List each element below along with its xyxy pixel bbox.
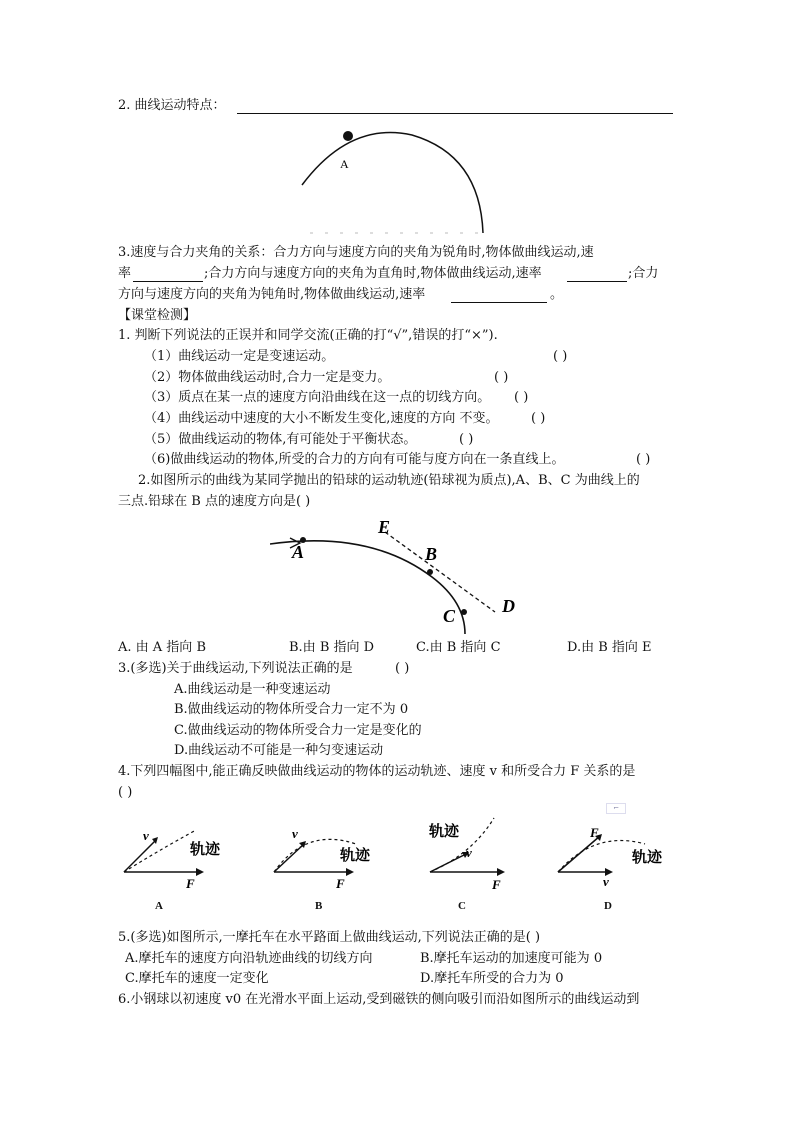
q5-option-d: D.摩托车所受的合力为 0 [420, 971, 564, 986]
q4c-f-label: F [492, 877, 501, 892]
q4-paren: ( ) [118, 785, 133, 800]
q2-label-b: B [425, 544, 438, 564]
q4-stem: 4.下列四幅图中,能正确反映做曲线运动的物体的运动轨迹、速度 v 和所受合力 F 关系的是 [118, 764, 636, 779]
q2-option-a: A. 由 A 指向 B [118, 640, 206, 655]
section3-line2b: ;合力方向与速度方向的夹角为直角时,物体做曲线运动,速率 [204, 266, 542, 281]
q4d-v-label: v [603, 874, 609, 889]
q4d-trajectory-label: 轨迹 [632, 848, 663, 866]
q1-paren-3: ( ) [514, 390, 529, 405]
q4b-trajectory-label: 轨迹 [340, 846, 371, 864]
q2-stem-line1: 2.如图所示的曲线为某同学抛出的铅球的运动轨迹(铅球视为质点),A、B、C 为曲线上的 [138, 473, 640, 488]
q1-item-2: （2）物体做曲线运动时,合力一定是变力。 [144, 370, 391, 385]
q4c-v-label: v [466, 845, 472, 860]
q2-point-c [461, 609, 467, 615]
section2-label: 2. 曲线运动特点： [118, 98, 226, 113]
q4c-force-arrowhead [497, 868, 505, 876]
q1-stem: 1. 判断下列说法的正误并和同学交流(正确的打“√”,错误的打“×”). [118, 328, 498, 343]
q4a-v-label: v [143, 828, 149, 843]
q1-paren-2: ( ) [494, 370, 509, 385]
q1-paren-5: ( ) [459, 432, 474, 447]
q3-paren: ( ) [395, 661, 410, 676]
point-a-label: A [340, 157, 349, 171]
q4-figure-a [116, 822, 236, 892]
ketang-heading: 【课堂检测】 [118, 308, 197, 323]
q4c-trajectory-label: 轨迹 [429, 822, 460, 840]
section3-line2c: ;合力 [628, 266, 659, 281]
curve-figure-a [290, 125, 500, 237]
section3-line2a: 率 [118, 266, 132, 281]
q2-label-c: C [443, 606, 456, 626]
q2-stem-line2: 三点.铅球在 B 点的速度方向是( ) [118, 494, 311, 509]
q1-paren-6: ( ) [636, 452, 651, 467]
q4-caption-d: D [604, 900, 612, 912]
q4a-trajectory-label: 轨迹 [190, 840, 221, 858]
q5-stem: 5.(多选)如图所示,一摩托车在水平路面上做曲线运动,下列说法正确的是( ) [118, 930, 541, 945]
trajectory-arc [302, 132, 483, 233]
q4-caption-b: B [315, 900, 323, 912]
q4d-f-label: F [590, 825, 599, 840]
answer-blank-3b [567, 281, 627, 282]
answer-blank-3c [451, 302, 547, 303]
small-marker-icon: ⌐ [606, 803, 626, 814]
q4-caption-a: A [155, 900, 163, 912]
section3-line3a: 方向与速度方向的夹角为钝角时,物体做曲线运动,速率 [118, 287, 426, 302]
q5-option-b: B.摩托车运动的加速度可能为 0 [420, 951, 603, 966]
q1-paren-4: ( ) [531, 411, 546, 426]
q2-point-b [427, 569, 433, 575]
q2-option-d: D.由 B 指向 E [567, 640, 652, 655]
q2-option-c: C.由 B 指向 C [416, 640, 501, 655]
q1-item-1: （1）曲线运动一定是变速运动。 [144, 349, 335, 364]
q5-option-c: C.摩托车的速度一定变化 [125, 971, 269, 986]
q4-figure-c [422, 814, 542, 892]
section3-line3b: 。 [550, 287, 564, 302]
answer-blank-3a [133, 281, 203, 282]
q2-label-e: E [378, 517, 391, 537]
answer-blank-2 [237, 113, 673, 114]
q3-option-a: A.曲线运动是一种变速运动 [174, 682, 331, 697]
q1-item-6: （6)做曲线运动的物体,所受的合力的方向有可能与度方向在一条直线上。 [144, 452, 565, 467]
q4-figure-b [266, 822, 386, 892]
q1-item-3: （3）质点在某一点的速度方向沿曲线在这一点的切线方向。 [144, 390, 491, 405]
q4b-v-label: v [292, 826, 298, 841]
section3-line1: 3.速度与合力夹角的关系：合力方向与速度方向的夹角为锐角时,物体做曲线运动,速 [118, 245, 594, 260]
q3-stem: 3.(多选)关于曲线运动,下列说法正确的是 [118, 661, 353, 676]
q5-option-a: A.摩托车的速度方向沿轨迹曲线的切线方向 [125, 951, 373, 966]
q4a-f-label: F [186, 876, 195, 891]
q2-label-d: D [502, 596, 515, 616]
q4b-f-label: F [336, 876, 345, 891]
q2-option-b: B.由 B 指向 D [289, 640, 375, 655]
q2-tangent-line-ed [385, 532, 495, 612]
q2-trajectory-figure [270, 512, 530, 637]
q3-option-b: B.做曲线运动的物体所受合力一定不为 0 [174, 702, 409, 717]
q6-stem: 6.小钢球以初速度 v0 在光滑水平面上运动,受到磁铁的侧向吸引而沿如图所示的曲线运动到 [118, 992, 640, 1007]
q4a-trajectory [124, 830, 196, 872]
q4a-force-arrowhead [196, 868, 204, 876]
q1-paren-1: ( ) [553, 349, 568, 364]
q2-label-a: A [292, 542, 305, 562]
q4b-force-arrowhead [346, 868, 354, 876]
q4d-force-line [558, 836, 600, 872]
q4-figure-d [550, 822, 680, 892]
q1-item-5: （5）做曲线运动的物体,有可能处于平衡状态。 [144, 432, 417, 447]
point-a-dot [343, 131, 353, 141]
q3-option-c: C.做曲线运动的物体所受合力一定是变化的 [174, 723, 422, 738]
q4b-velocity-line [274, 844, 304, 872]
q1-item-4: （4）曲线运动中速度的大小不断发生变化,速度的方向 不变。 [144, 411, 499, 426]
q4-caption-c: C [458, 900, 466, 912]
q3-option-d: D.曲线运动不可能是一种匀变速运动 [174, 743, 384, 758]
